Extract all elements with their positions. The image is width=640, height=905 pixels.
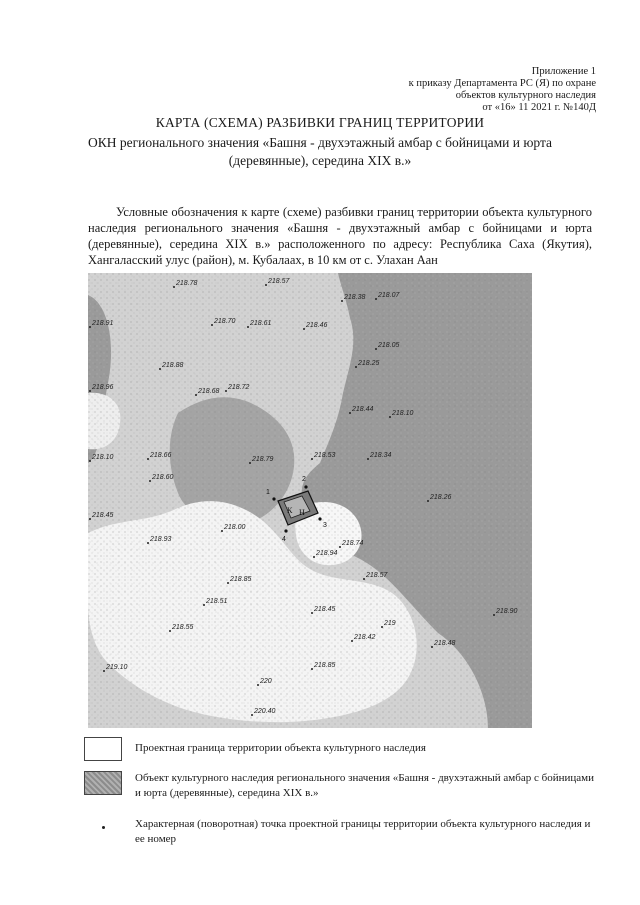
elevation-label: 218.44: [352, 406, 374, 413]
elevation-label: 220.40: [254, 708, 276, 715]
elevation-point: [339, 546, 341, 548]
object-label-k: К: [287, 506, 293, 515]
legend-swatch-hatched: [84, 771, 122, 795]
elevation-point: [257, 684, 259, 686]
map-subtitle: ОКН регионального значения «Башня - двухэтажный амбар с бойницами и юрта: [87, 135, 553, 150]
elevation-point: [363, 578, 365, 580]
elevation-point: [249, 462, 251, 464]
elevation-label: 218.57: [366, 572, 388, 579]
elevation-label: 218.42: [354, 634, 376, 641]
boundary-point: [304, 485, 307, 488]
elevation-point: [303, 328, 305, 330]
elevation-point: [89, 460, 91, 462]
map-subtitle-2: (деревянные), середина XIX в.»: [228, 153, 412, 168]
intro-text: Условные обозначения к карте (схеме) разбивки границ территории объекта культурного наследия регионального значения «Башня - двухэтажный амбар с бойницами и юрта (деревянные), середина XIX в.» расположенного по адресу: Республика Саха (Якутия), Хангаласский улус (район), м. Кубалаах, в 10 км от с. Улахан Аан: [88, 205, 592, 267]
elevation-label: 218.55: [172, 624, 194, 631]
elevation-label: 218.10: [92, 454, 114, 461]
elevation-label: 218.68: [198, 388, 220, 395]
object-label-n: Н: [299, 508, 305, 517]
elevation-label: 218.10: [392, 410, 414, 417]
elevation-label: 218.93: [150, 536, 172, 543]
site-map: [88, 273, 532, 728]
boundary-point: [318, 517, 321, 520]
elevation-label: 218.96: [92, 384, 114, 391]
appendix-title: Приложение 1: [531, 66, 596, 77]
elevation-point: [159, 368, 161, 370]
elevation-label: 218.45: [92, 512, 114, 519]
elevation-point: [367, 458, 369, 460]
elevation-label: 218.79: [252, 456, 274, 463]
legend-text-boundary: Проектная граница территории объекта культурного наследия: [135, 742, 426, 754]
elevation-point: [221, 530, 223, 532]
elevation-label: 218.91: [92, 320, 114, 327]
elevation-label: 218.26: [430, 494, 452, 501]
elevation-label: 220: [260, 678, 272, 685]
elevation-point: [313, 556, 315, 558]
elevation-label: 218.46: [306, 322, 328, 329]
elevation-point: [375, 298, 377, 300]
elevation-label: 218.07: [378, 292, 400, 299]
elevation-point: [173, 286, 175, 288]
elevation-point: [493, 614, 495, 616]
point-label-1: 1: [266, 489, 270, 496]
elevation-point: [311, 612, 313, 614]
point-label-4: 4: [282, 536, 286, 543]
elevation-label: 218.70: [214, 318, 236, 325]
elevation-point: [375, 348, 377, 350]
elevation-point: [203, 604, 205, 606]
legend-point-dot: [102, 826, 105, 829]
legend-text-object: Объект культурного наследия регионального значения «Башня - двухэтажный амбар с бойницами и юрта (деревянные), середина XIX в.»: [135, 772, 594, 799]
elevation-label: 218.88: [162, 362, 184, 369]
elevation-point: [311, 668, 313, 670]
elevation-point: [265, 284, 267, 286]
legend-swatch-white: [84, 737, 122, 761]
elevation-point: [251, 714, 253, 716]
boundary-point: [272, 497, 275, 500]
elevation-label: 218.85: [314, 662, 336, 669]
point-label-2: 2: [302, 476, 306, 483]
elevation-label: 218.38: [344, 294, 366, 301]
elevation-label: 218.48: [434, 640, 456, 647]
elevation-label: 219: [384, 620, 396, 627]
elevation-label: 218.53: [314, 452, 336, 459]
elevation-point: [147, 458, 149, 460]
elevation-label: 218.85: [230, 576, 252, 583]
elevation-point: [389, 416, 391, 418]
elevation-point: [149, 480, 151, 482]
elevation-point: [89, 326, 91, 328]
elevation-label: 218.66: [150, 452, 172, 459]
elevation-point: [355, 366, 357, 368]
elevation-point: [427, 500, 429, 502]
elevation-label: 218.60: [152, 474, 174, 481]
elevation-label: 218.78: [176, 280, 198, 287]
elevation-point: [225, 390, 227, 392]
map-title: КАРТА (СХЕМА) РАЗБИВКИ ГРАНИЦ ТЕРРИТОРИИ: [155, 115, 485, 130]
elevation-label: 219.10: [106, 664, 128, 671]
elevation-point: [351, 640, 353, 642]
elevation-point: [89, 518, 91, 520]
elevation-label: 218.25: [358, 360, 380, 367]
elevation-point: [431, 646, 433, 648]
elevation-point: [381, 626, 383, 628]
elevation-label: 218.00: [224, 524, 246, 531]
elevation-label: 218.05: [378, 342, 400, 349]
elevation-point: [247, 326, 249, 328]
elevation-label: 218.74: [342, 540, 364, 547]
elevation-label: 218.94: [316, 550, 338, 557]
elevation-point: [169, 630, 171, 632]
elevation-point: [311, 458, 313, 460]
elevation-point: [211, 324, 213, 326]
map-svg: [88, 273, 532, 728]
elevation-point: [103, 670, 105, 672]
appendix-block: [346, 66, 596, 114]
elevation-label: 218.57: [268, 278, 290, 285]
boundary-point: [284, 529, 287, 532]
appendix-object: объектов культурного наследия: [455, 90, 596, 101]
appendix-date: от «16» 11 2021 г. №140Д: [482, 102, 596, 113]
intro-paragraph: [88, 204, 592, 268]
elevation-label: 218.72: [228, 384, 250, 391]
legend-text-point: Характерная (поворотная) точка проектной границы территории объекта культурного наследия и ее номер: [135, 818, 591, 845]
elevation-point: [341, 300, 343, 302]
elevation-label: 218.51: [206, 598, 228, 605]
point-label-3: 3: [323, 522, 327, 529]
elevation-point: [227, 582, 229, 584]
elevation-label: 218.45: [314, 606, 336, 613]
elevation-label: 218.90: [496, 608, 518, 615]
elevation-point: [147, 542, 149, 544]
elevation-point: [195, 394, 197, 396]
elevation-label: 218.61: [250, 320, 272, 327]
appendix-order: к приказу Департамента РС (Я) по охране: [408, 78, 596, 89]
elevation-point: [349, 412, 351, 414]
elevation-point: [89, 390, 91, 392]
elevation-label: 218.34: [370, 452, 392, 459]
